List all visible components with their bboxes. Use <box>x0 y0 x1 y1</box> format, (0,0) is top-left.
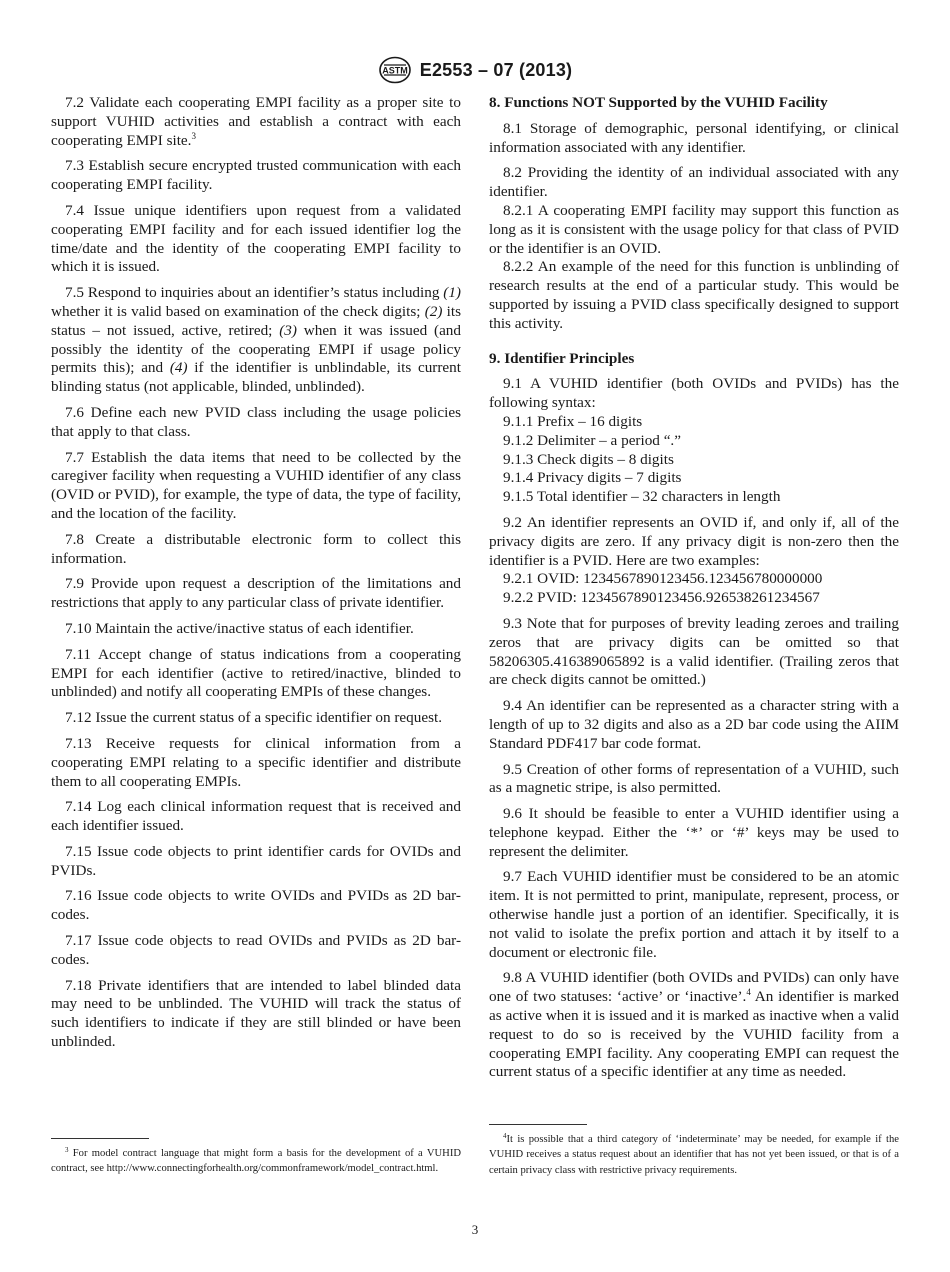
left-footnote-rule <box>51 1138 149 1139</box>
clause-7-11: 7.11 Accept change of status indications from a cooperating EMPI for each identifier (active to retired/inactive, blinded to unblinded) and notify all cooperating EMPIs of these changes. <box>51 645 461 701</box>
section-9-heading: 9. Identifier Principles <box>489 349 635 367</box>
clause-7-7: 7.7 Establish the data items that need to be collected by the caregiver facility when requesting a VUHID identifier of any class (OVID or PVID), for example, the type of data, the type of facility, and the location of the facility. <box>51 448 461 522</box>
right-footnote-rule <box>489 1124 587 1125</box>
footnote-3-text: For model contract language that might form a basis for the development of a VUHID contract, see http://www.connectingforhealth.org/commonframework/model_contract.html. <box>51 1148 461 1175</box>
clause-8-2-2: 8.2.2 An example of the need for this function is unblinding of research results at the end of a particular study. This would be supported by issuing a PVID class specifically designed to support this activity. <box>489 258 899 332</box>
clause-7-10: 7.10 Maintain the active/inactive status of each identifier. <box>65 619 414 637</box>
clause-9-1-3: 9.1.3 Check digits – 8 digits <box>503 450 674 468</box>
clause-8-2: 8.2 Providing the identity of an individual associated with any identifier. <box>489 164 899 201</box>
clause-9-1: 9.1 A VUHID identifier (both OVIDs and PVIDs) has the following syntax: <box>489 375 899 412</box>
clause-7-13: 7.13 Receive requests for clinical information from a cooperating EMPI relating to a specific identifier and distribute them to all cooperating EMPIs. <box>51 734 461 790</box>
clause-7-14: 7.14 Log each clinical information request that is received and each identifier issued. <box>51 798 461 835</box>
clause-9-3: 9.3 Note that for purposes of brevity leading zeroes and trailing zeros that are privacy digits can be omitted so that 58206305.416389065892 is a valid identifier. (Trailing zeros that are check digits cannot be omitted.) <box>489 614 899 689</box>
clause-7-17: 7.17 Issue code objects to read OVIDs and PVIDs as 2D bar-codes. <box>51 932 461 968</box>
left-column <box>51 94 461 1059</box>
footnote-3-number: 3 <box>65 1146 69 1154</box>
page-number: 3 <box>471 1222 479 1237</box>
clause-9-8: 9.8 A VUHID identifier (both OVIDs and PVIDs) can only have one of two statuses: ‘active’ or ‘inactive’.$^4$ An identifier is marked as active when it is issued and it is marked as inactive when a valid request to do so is received by the VUHID facility from a cooperating EMPI facility. Any cooperating EMPI can request the current status of a specific identifier at any time as needed. <box>489 969 899 1081</box>
clause-9-6: 9.6 It should be feasible to enter a VUHID identifier using a telephone keypad. Either the ‘*’ or ‘#’ keys may be used to represent the delimiter. <box>489 805 899 860</box>
clause-9-4: 9.4 An identifier can be represented as a character string with a length of up to 32 digits and also as a 2D bar code using the AIIM Standard PDF417 bar code format. <box>489 697 899 752</box>
footnote-ref-3[interactable]: 3 <box>191 130 196 141</box>
astm-logo-text: ASTM <box>381 65 408 76</box>
footnote-ref-4[interactable]: 4 <box>746 987 751 998</box>
clause-7-16: 7.16 Issue code objects to write OVIDs and PVIDs as 2D bar-codes. <box>51 887 461 924</box>
footnote-4-number: 4 <box>503 1132 507 1140</box>
right-column <box>489 94 899 1089</box>
clause-7-4: 7.4 Issue unique identifiers upon request from a validated cooperating EMPI facility and for each issued identifier log the time/date and the identity of the cooperating EMPI facility to which it is issued. <box>51 201 461 276</box>
footnote-4-text: It is possible that a third category of ‘indeterminate’ may be needed, for example if the VUHID receives a status request about an identifier that has not yet been issued, or that is of a certain privacy class with restrictive privacy requirements. <box>489 1134 899 1176</box>
clause-8-2-1: 8.2.1 A cooperating EMPI facility may support this function as long as it is consistent with the usage policy for that class of PVID or the identifier is an OVID. <box>489 201 899 257</box>
clause-7-3: 7.3 Establish secure encrypted trusted communication with each cooperating EMPI facility. <box>51 157 461 194</box>
footnote-4 <box>489 1132 899 1178</box>
document-designation: E2553 – 07 (2013) <box>419 59 573 80</box>
page-header <box>0 56 950 84</box>
clause-9-2-2: 9.2.2 PVID: 1234567890123456.926538261234567 <box>503 589 820 607</box>
clause-9-5: 9.5 Creation of other forms of representation of a VUHID, such as a magnetic stripe, is also permitted. <box>489 760 899 797</box>
clause-8-1: 8.1 Storage of demographic, personal identifying, or clinical information associated with any identifier. <box>489 119 899 156</box>
clause-7-5: 7.5 Respond to inquiries about an identifier’s status including (1) whether it is valid based on examination of the check digits; (2) its status – not issued, active, retired; (3) when it was issued (and possibly the identity of the cooperating EMPI if usage policy permits this); and (4) if the identifier is unblindable, its current blinding status (not applicable, blinded, unblinded). <box>51 284 461 396</box>
clause-9-1-5: 9.1.5 Total identifier – 32 characters in length <box>503 488 781 506</box>
clause-7-6: 7.6 Define each new PVID class including the usage policies that apply to that class. <box>51 403 461 440</box>
clause-7-18: 7.18 Private identifiers that are intended to label blinded data may need to be unblinded. The VUHID will track the status of such identifiers to indicate if they are still blinded or have been unblinded. <box>51 976 461 1051</box>
footnote-3 <box>51 1146 461 1177</box>
clause-7-9: 7.9 Provide upon request a description of the limitations and restrictions that apply to any particular class of private identifier. <box>51 575 461 612</box>
clause-7-8: 7.8 Create a distributable electronic form to collect this information. <box>51 530 461 567</box>
clause-9-2: 9.2 An identifier represents an OVID if, and only if, all of the privacy digits are zero. If any privacy digit is non-zero then the identifier is a PVID. Here are two examples: <box>489 513 899 569</box>
astm-logo-icon <box>378 56 412 84</box>
clause-7-12: 7.12 Issue the current status of a specific identifier on request. <box>65 709 443 727</box>
clause-7-15: 7.15 Issue code objects to print identifier cards for OVIDs and PVIDs. <box>51 842 461 879</box>
clause-7-2: 7.2 Validate each cooperating EMPI facility as a proper site to support VUHID activities and establish a contract with each cooperating EMPI site.$^3$ <box>51 94 461 149</box>
clause-9-1-1: 9.1.1 Prefix – 16 digits <box>503 412 643 430</box>
clause-9-1-2: 9.1.2 Delimiter – a period “.” <box>503 431 681 449</box>
clause-9-1-4: 9.1.4 Privacy digits – 7 digits <box>503 469 682 487</box>
section-8-heading: 8. Functions NOT Supported by the VUHID Facility <box>489 94 828 111</box>
clause-9-2-1: 9.2.1 OVID: 1234567890123456.123456780000000 <box>503 570 823 588</box>
clause-9-7: 9.7 Each VUHID identifier must be considered to be an atomic item. It is not permitted to print, manipulate, represent, process, or otherwise handle just a portion of an identifier. Specifically, it is not valid to isolate the prefix portion and attach it by itself to a document or electronic file. <box>489 868 899 961</box>
